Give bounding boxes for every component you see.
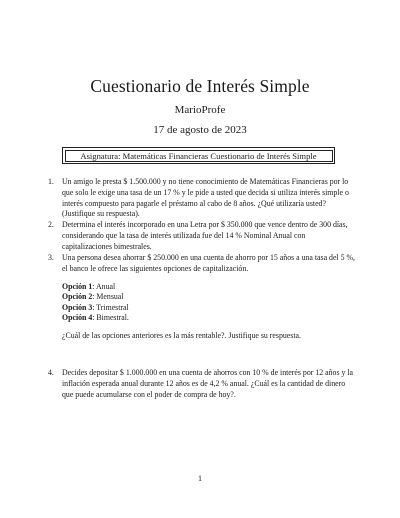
question-number: 3. — [48, 253, 54, 262]
option-value: : Mensual — [92, 292, 124, 302]
option-item — [62, 303, 356, 314]
option-value: : Trimestral — [92, 302, 129, 312]
question-number: 1. — [48, 177, 54, 186]
options-list — [62, 282, 356, 324]
question-number: 2. — [48, 220, 54, 229]
question-4 — [48, 368, 356, 400]
question-text: Una persona desea ahorrar $ 250.000 en una cuenta de ahorro por 15 años a una tasa del 5 %, el banco le ofrece las siguientes opciones de capitalización. — [62, 253, 355, 273]
option-label: Opción 1 — [62, 281, 93, 291]
question-text: Un amigo le presta $ 1.500.000 y no tiene conocimiento de Matemáticas Financieras por lo que solo le exige una tasa de un 17 % y le pide a usted que decida si utiliza interés simple o interés compuesto para pagarle el préstamo al cabo de 8 años. ¿Qué utilizaría usted? (Justifique su respuesta). — [62, 177, 349, 219]
subject-box — [62, 147, 335, 164]
question-number: 4. — [48, 368, 54, 377]
subject-box-text: Asignatura: Matemáticas Financieras Cuestionario de Interés Simple — [65, 150, 333, 162]
option-label: Opción 2 — [62, 292, 93, 302]
option-value: : Anual — [92, 281, 116, 291]
question-text: Determina el interés incorporado en una Letra por $ 350.000 que vence dentro de 300 días, considerando que la tasa de interés utilizada fue del 14 % Nominal Anual con capitalizaciones bimestrales. — [62, 220, 348, 251]
document-date: 17 de agosto de 2023 — [153, 124, 247, 136]
question-1 — [48, 177, 356, 220]
document-author: MarioProfe — [174, 104, 226, 116]
document-title: Cuestionario de Interés Simple — [90, 76, 310, 96]
option-value: : Bimestral. — [92, 313, 129, 323]
option-label: Opción 4 — [62, 313, 93, 323]
option-item — [62, 282, 356, 293]
question-follow-up: ¿Cuál de las opciones anteriores es la más rentable?. Justifique su respuesta. — [62, 330, 301, 340]
question-text: Decides depositar $ 1.000.000 en una cuenta de ahorros con 10 % de interés por 12 años y la inflación esperada anual durante 12 años es de 4,2 % anual. ¿Cuál es la cantidad de dinero que puede acumularse con el poder de compra de hoy?. — [62, 368, 354, 399]
question-2 — [48, 220, 356, 252]
question-3 — [48, 253, 356, 342]
option-item — [62, 313, 356, 324]
option-item — [62, 292, 356, 303]
option-label: Opción 3 — [62, 302, 93, 312]
page-number: 1 — [198, 474, 202, 483]
